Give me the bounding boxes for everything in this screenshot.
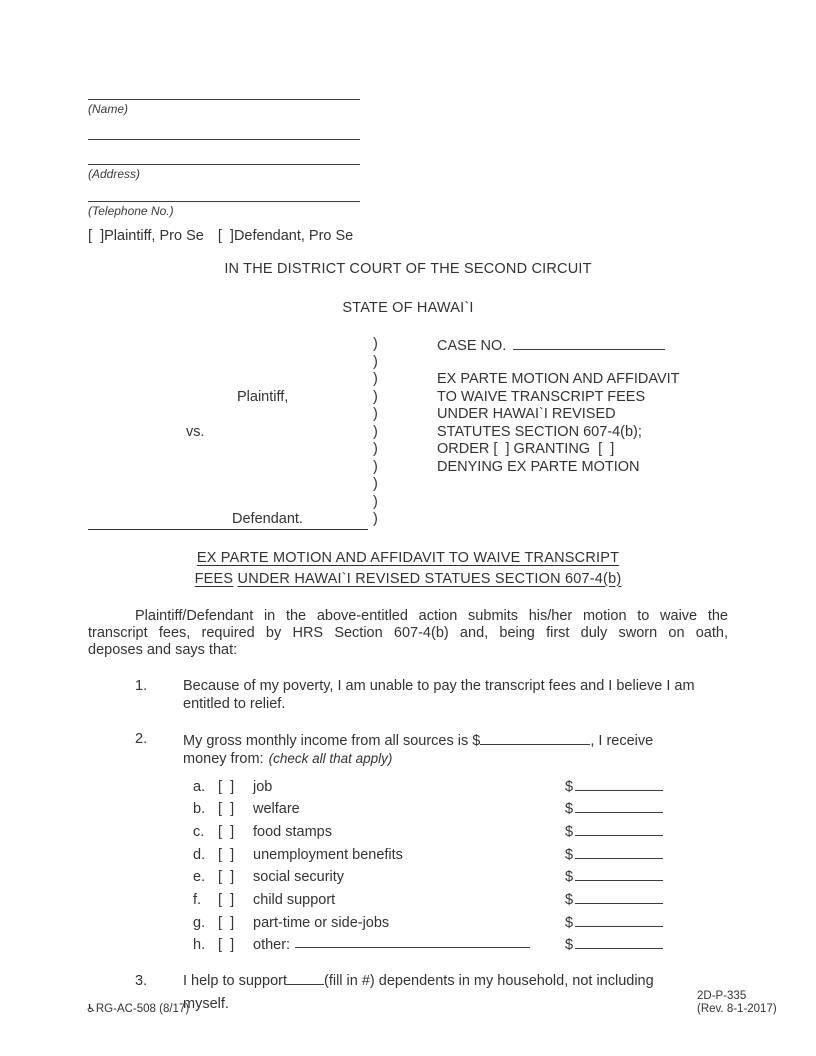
caption-parties-column xyxy=(88,336,368,530)
caption-motion-title: UNDER HAWAI`I REVISED xyxy=(437,406,616,422)
vs-label: vs. xyxy=(186,423,205,440)
pro-se-line xyxy=(88,228,728,245)
form-code: RG-AC-508 (8/17) xyxy=(95,1003,190,1015)
amount-field-unemployment[interactable] xyxy=(575,845,663,859)
checklist-row-unemployment: d. [ ] unemployment benefits $ xyxy=(193,844,728,867)
checklist-row-child-support: f. [ ] child support $ xyxy=(193,889,728,912)
numbered-item-1 xyxy=(88,678,728,713)
plaintiff-pro-se-label: Plaintiff, Pro Se xyxy=(104,228,204,244)
item-number: 1. xyxy=(135,678,148,695)
numbered-item-2 xyxy=(88,731,728,769)
dependents-count-field[interactable] xyxy=(287,971,324,985)
checklist-row-job: a. [ ] job $ xyxy=(193,776,728,799)
checkbox-part-time[interactable]: [ ] xyxy=(218,914,235,931)
item-text: Because of my poverty, I am unable to pay the transcript fees and I believe I am entitled to relief. xyxy=(183,678,695,712)
defendant-pro-se-label: Defendant, Pro Se xyxy=(233,228,354,244)
checkbox-unemployment[interactable]: [ ] xyxy=(218,846,235,863)
court-state: STATE OF HAWAI`I xyxy=(342,300,474,316)
amount-field-food-stamps[interactable] xyxy=(575,822,663,836)
court-title: IN THE DISTRICT COURT OF THE SECOND CIRCUIT xyxy=(224,261,592,277)
revision-date: (Rev. 8-1-2017) xyxy=(697,1003,777,1015)
amount-field-welfare[interactable] xyxy=(575,799,663,813)
defendant-label: Defendant. xyxy=(88,511,368,530)
amount-field-other[interactable] xyxy=(575,935,663,949)
form-number-left xyxy=(86,1002,189,1016)
accessibility-icon: ♿ xyxy=(86,1002,96,1015)
caption-motion-title: EX PARTE MOTION AND AFFIDAVIT xyxy=(437,371,680,387)
checklist-row-food-stamps: c. [ ] food stamps $ xyxy=(193,821,728,844)
income-source-checklist xyxy=(88,776,728,958)
checkbox-food-stamps[interactable]: [ ] xyxy=(218,823,235,840)
case-caption xyxy=(88,336,728,530)
checklist-row-part-time: g. [ ] part-time or side-jobs $ xyxy=(193,912,728,935)
checkbox-other[interactable]: [ ] xyxy=(218,937,235,954)
gross-income-field[interactable] xyxy=(480,731,590,745)
caption-paren-column: ) ) ) ) ) ) ) ) ) ) ) xyxy=(373,336,378,527)
intro-paragraph: Plaintiff/Defendant in the above-entitled action submits his/her motion to waive the transcript fees, required by HRS Section 607-4(b) and, being first duly sworn on oath, deposes and says that: xyxy=(88,607,728,659)
checkbox-social-security[interactable]: [ ] xyxy=(218,869,235,886)
item-text: My gross monthly income from all sources is $ , I receive money from: (check all that apply) xyxy=(183,732,654,768)
defendant-pro-se-checkbox[interactable]: [ ] xyxy=(217,228,234,244)
plaintiff-pro-se-checkbox[interactable]: [ ] xyxy=(88,228,105,244)
caption-case-column xyxy=(437,336,728,530)
plaintiff-label: Plaintiff, xyxy=(237,388,289,405)
name-field-line[interactable] xyxy=(88,99,360,100)
address-field-label: (Address) xyxy=(88,167,141,181)
check-all-note: (check all that apply) xyxy=(268,751,393,767)
checklist-row-social-security: e. [ ] social security $ xyxy=(193,866,728,889)
amount-field-job[interactable] xyxy=(575,777,663,791)
caption-motion-title: DENYING EX PARTE MOTION xyxy=(437,458,640,475)
name-field-label: (Name) xyxy=(88,102,129,116)
amount-field-part-time[interactable] xyxy=(575,913,663,927)
form-number-right xyxy=(697,990,777,1016)
other-source-field[interactable] xyxy=(295,934,530,948)
item-number: 2. xyxy=(135,730,148,747)
checkbox-welfare[interactable]: [ ] xyxy=(218,801,235,818)
caption-motion-title: STATUTES SECTION 607-4(b); xyxy=(437,423,642,440)
case-no-field[interactable] xyxy=(513,336,665,350)
case-no-label: CASE NO. xyxy=(437,338,507,354)
address-field-line-1[interactable] xyxy=(88,139,360,140)
phone-field-line[interactable] xyxy=(88,201,360,202)
item-text: I help to support (fill in #) dependents in my household, not including myself. xyxy=(183,973,654,1013)
checklist-row-other: h. [ ] other: $ xyxy=(193,934,728,957)
checkbox-job[interactable]: [ ] xyxy=(218,778,235,795)
amount-field-child-support[interactable] xyxy=(575,890,663,904)
address-field-line-2[interactable] xyxy=(88,164,360,165)
document-title: EX PARTE MOTION AND AFFIDAVIT TO WAIVE TRANSCRIPT FEES UNDER HAWAI`I REVISED STATUES SECTION 607-4(b) xyxy=(194,549,622,587)
amount-field-social-security[interactable] xyxy=(575,867,663,881)
checklist-row-welfare: b. [ ] welfare $ xyxy=(193,798,728,821)
item-number: 3. xyxy=(135,973,148,990)
form-code-2d: 2D-P-335 xyxy=(697,990,747,1002)
caption-motion-title: TO WAIVE TRANSCRIPT FEES xyxy=(437,388,646,405)
checkbox-child-support[interactable]: [ ] xyxy=(218,892,235,909)
caption-order-checkboxes: ORDER [ ] GRANTING [ ] xyxy=(437,441,615,457)
phone-field-label: (Telephone No.) xyxy=(88,204,174,218)
